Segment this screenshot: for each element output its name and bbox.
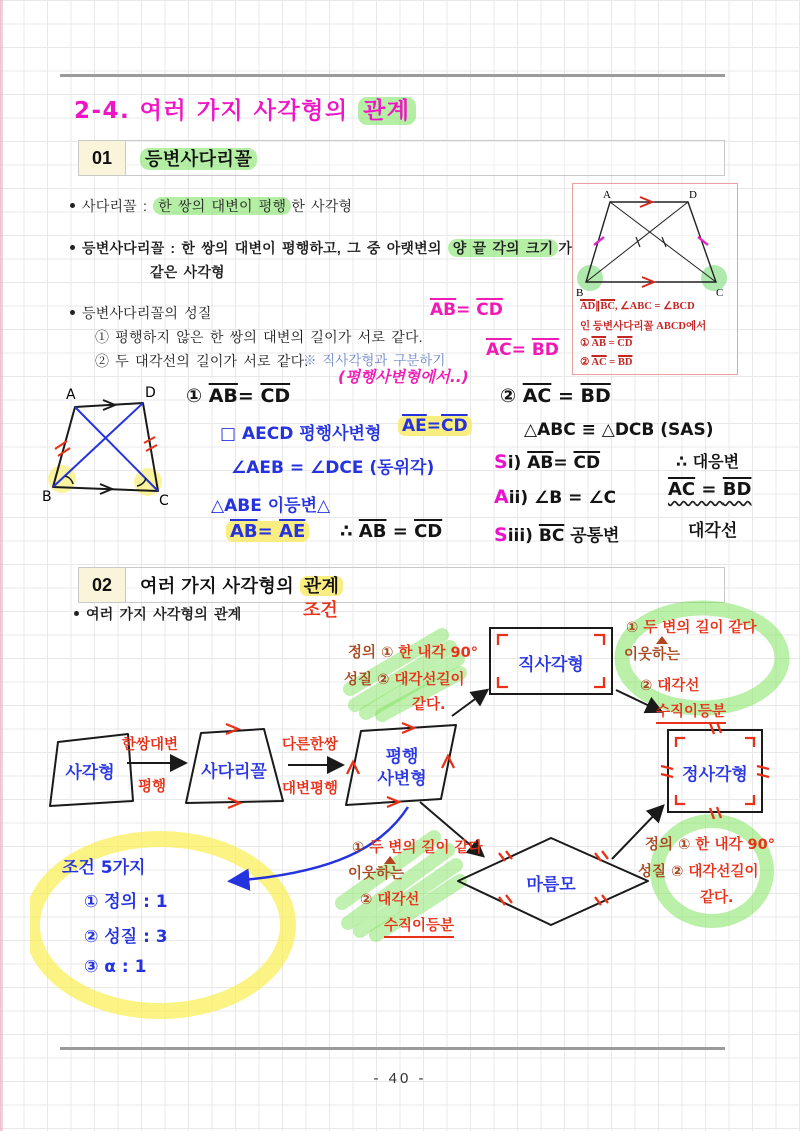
math-token: $\overline{CD}$ xyxy=(414,521,443,542)
proof-right-5 xyxy=(494,521,619,546)
math-token: ① xyxy=(580,338,592,349)
hw-ac-eq-bd xyxy=(486,340,559,360)
math-token: $\overline{AC}$ xyxy=(591,357,607,368)
proof-right-4-result xyxy=(668,479,751,500)
label-trapezoid: 사다리꼴 xyxy=(201,762,267,782)
math-token: ② xyxy=(500,385,523,407)
proof-left-4: △ABE 이등변△ xyxy=(211,496,331,516)
sas-letter: S xyxy=(494,451,508,473)
label-parallelogram-1: 평행 xyxy=(385,747,419,767)
proof-right-4 xyxy=(494,486,616,508)
math-token: $\overline{AB}$ xyxy=(527,453,554,473)
sas-letter: A xyxy=(494,486,509,508)
conditions-item-2: ② 성질 : 3 xyxy=(84,927,168,947)
bullet-isosceles-def-line2: 같은 사각형 xyxy=(150,264,225,280)
bullet-isosceles-def xyxy=(82,238,572,258)
section-01-title xyxy=(140,145,257,171)
math-token: = xyxy=(695,479,723,500)
vertex-label-b: B xyxy=(42,489,52,505)
proof-right-2: △ABC ≡ △DCB (SAS) xyxy=(524,420,714,440)
page-title-text: 2-4. 여러 가지 사각형의 xyxy=(74,98,349,124)
math-token: 공통변 xyxy=(564,526,620,546)
top-rule xyxy=(60,74,725,77)
note-num: ② xyxy=(360,892,373,908)
math-token: $\overline{BC}$ xyxy=(600,301,616,312)
section-01-number: 01 xyxy=(79,141,126,175)
text: 한 사각형 xyxy=(291,198,353,214)
math-token: ① xyxy=(186,385,209,407)
math-token: ∴ xyxy=(340,521,359,542)
bullet-relations: 여러 가지 사각형의 관계 xyxy=(86,606,242,622)
math-token: = xyxy=(386,521,415,542)
vertex-label-b: B xyxy=(576,287,584,299)
math-token: = xyxy=(606,338,618,349)
ring-top-line2 xyxy=(640,674,699,695)
note-text: 대각선 xyxy=(377,892,420,908)
ring-top-insert: 이웃하는 xyxy=(624,647,681,663)
math-token: $\overline{CD}$ xyxy=(260,385,291,407)
math-token: $\overline{CD}$ xyxy=(617,338,633,349)
isosceles-trapezoid-figure-box xyxy=(572,183,738,375)
proof-left-1 xyxy=(186,385,290,407)
note-num: ① xyxy=(352,840,365,856)
math-token: , ∠ABC = ∠BCD xyxy=(615,301,695,312)
vertex-label-c: C xyxy=(716,287,724,299)
math-token: BD xyxy=(722,479,752,500)
text-highlight: 한 쌍의 대변이 평행 xyxy=(153,197,291,215)
proof-left-5-highlight xyxy=(226,521,309,542)
math-token: $\overline{CD}$ xyxy=(476,300,503,320)
ring-top-line3: 수직이등분 xyxy=(656,700,726,724)
math-token: = xyxy=(456,300,477,320)
note-text: 대각선 xyxy=(657,678,700,694)
math-token: $\overline{AB}$ xyxy=(230,521,258,542)
note-num: ② xyxy=(640,678,653,694)
note-num: ① xyxy=(381,645,394,661)
ring-mid-line3: 수직이등분 xyxy=(384,914,454,938)
label-rhombus: 마름모 xyxy=(526,875,576,895)
vertex-label-d: D xyxy=(689,189,697,201)
math-token: $\overline{AB}$ xyxy=(358,521,387,542)
hw-ab-eq-cd xyxy=(430,300,503,320)
hw-paren-note: (평행사변형에서..) xyxy=(338,368,469,386)
trapezoid-figure xyxy=(574,186,734,300)
section-02-number: 02 xyxy=(79,568,126,602)
page-title-highlight: 관계 xyxy=(358,97,415,125)
bottom-rule xyxy=(60,1047,725,1050)
bullet-trapezoid-def xyxy=(82,196,352,216)
note-text: 대각선길이 xyxy=(394,672,465,688)
proof-right-3 xyxy=(494,451,600,473)
math-token: $\overline{AB}$ xyxy=(430,300,457,320)
proof-left-3: ∠AEB = ∠DCE (동위각) xyxy=(231,458,435,478)
text: 가 xyxy=(558,240,573,256)
conditions-item-3: ③ α : 1 xyxy=(84,957,147,977)
vertex-label-a: A xyxy=(603,189,611,201)
proof-left-2: □ AECD 평행사변형 xyxy=(220,424,382,444)
square-note-line3: 같다. xyxy=(700,890,734,906)
proof-right-1 xyxy=(500,385,611,407)
note-word: 정의 xyxy=(348,645,377,661)
math-token: $\overline{BD}$ xyxy=(531,340,559,360)
bullet-dot xyxy=(70,245,75,250)
note-text: 두 변의 길이 같다 xyxy=(643,620,757,636)
math-token: $\overline{AC}$ xyxy=(486,340,512,360)
math-token: = xyxy=(237,385,261,407)
label-square: 정사각형 xyxy=(682,765,748,785)
property-item-2: ② 두 대각선의 길이가 서로 같다. xyxy=(95,353,309,369)
note-word: 정의 xyxy=(645,837,674,853)
square-note-line1 xyxy=(645,833,775,854)
proof-right-3-note: ∴ 대응변 xyxy=(676,452,740,471)
section-01-header xyxy=(78,140,725,176)
rectangle-note-line1 xyxy=(348,641,478,662)
math-token: $\overline{AE}$ xyxy=(402,416,427,436)
figure-caption-1 xyxy=(580,300,695,312)
section-01-title-text: 등변사다리꼴 xyxy=(140,148,257,170)
math-token: $\overline{BD}$ xyxy=(617,357,633,368)
bullet-dot xyxy=(70,310,75,315)
vertex-label-c: C xyxy=(159,493,169,509)
arrow2-label-bottom: 대변평행 xyxy=(282,781,339,797)
label-rectangle: 직사각형 xyxy=(518,655,584,675)
rectangle-note-line2 xyxy=(344,668,464,689)
conditions-head: 조건 5가지 xyxy=(62,858,146,878)
text-highlight: 양 끝 각의 크기 xyxy=(448,239,559,257)
figure-caption-4 xyxy=(580,356,632,368)
math-token: = xyxy=(511,340,532,360)
proof-left-conclusion xyxy=(340,521,442,542)
math-token: ii) ∠B = ∠C xyxy=(508,488,617,508)
proof-trapezoid-figure xyxy=(42,383,172,513)
label-quadrilateral: 사각형 xyxy=(65,763,115,783)
note-text: 한 내각 90° xyxy=(398,645,478,661)
note-word: 성질 xyxy=(638,864,667,880)
proof-left-2-highlight xyxy=(398,416,472,436)
note-distinguish-rectangle: ※ 직사각형과 구분하기 xyxy=(303,353,446,368)
math-token: $\overline{AB}$ xyxy=(591,338,607,349)
math-token: iii) xyxy=(507,526,539,546)
ring-top-line1 xyxy=(626,616,757,637)
hw-condition-label: 조건 xyxy=(303,600,338,621)
arrow2-label-top: 다른한쌍 xyxy=(282,737,339,753)
note-text: 대각선길이 xyxy=(688,864,759,880)
arrow1-label-bottom: 평행 xyxy=(138,779,167,795)
square-note-line2 xyxy=(638,860,758,881)
math-token: = xyxy=(426,416,442,436)
conditions-item-1: ① 정의 : 1 xyxy=(84,892,168,912)
section-02-title-highlight: 관계 xyxy=(300,576,344,596)
math-token: = xyxy=(551,385,581,407)
math-token: i) xyxy=(507,453,528,473)
rectangle-note-line3: 같다. xyxy=(412,697,446,713)
note-num: ① xyxy=(678,837,691,853)
math-token: = xyxy=(606,357,618,368)
math-token: AC xyxy=(668,479,696,500)
math-token: $\overline{CD}$ xyxy=(573,453,601,473)
math-token: $\overline{AB}$ xyxy=(208,385,238,407)
ring-mid-line2 xyxy=(360,888,419,909)
math-token: $\overline{AC}$ xyxy=(522,385,552,407)
note-text: 두 변의 길이 같다 xyxy=(369,840,483,856)
vertex-label-a: A xyxy=(66,387,76,403)
note-num: ② xyxy=(671,864,684,880)
ring-mid-line1 xyxy=(352,836,483,857)
figure-caption-3 xyxy=(580,337,632,349)
page-title xyxy=(74,92,416,125)
label-parallelogram-2: 사변형 xyxy=(377,769,427,789)
sas-letter: S xyxy=(494,524,508,546)
text: 등변사다리꼴 : 한 쌍의 대변이 평행하고, 그 중 아랫변의 xyxy=(82,240,448,256)
ring-mid-insert: 이웃하는 xyxy=(348,866,405,882)
margin-line xyxy=(0,0,3,1131)
math-token: = xyxy=(257,521,280,542)
note-num: ② xyxy=(377,672,390,688)
math-token: ∥ xyxy=(595,301,601,312)
property-item-1: ① 평행하지 않은 한 쌍의 대변의 길이가 서로 같다. xyxy=(95,329,423,345)
math-token: $\overline{AE}$ xyxy=(279,521,306,542)
vertex-label-d: D xyxy=(145,385,156,401)
note-num: ① xyxy=(626,620,639,636)
page-number: - 40 - xyxy=(373,1070,427,1087)
math-token: $\overline{AD}$ xyxy=(580,301,596,312)
math-token: $\overline{CD}$ xyxy=(441,416,468,436)
text: 사다리꼴 : xyxy=(82,198,154,214)
bullet-dot xyxy=(70,203,75,208)
figure-caption-2: 인 등변사다리꼴 ABCD에서 xyxy=(580,321,707,332)
math-token: $\overline{BC}$ xyxy=(538,526,565,546)
math-token: = xyxy=(553,453,574,473)
section-02-title-text: 여러 가지 사각형의 xyxy=(140,576,295,596)
note-text: 한 내각 90° xyxy=(695,837,775,853)
note-word: 성질 xyxy=(344,672,373,688)
proof-right-5-note: 대각선 xyxy=(688,521,738,541)
arrow1-label-top: 한쌍대변 xyxy=(122,737,179,753)
bullet-properties-head: 등변사다리꼴의 성질 xyxy=(82,305,212,321)
math-token: $\overline{BD}$ xyxy=(580,385,611,407)
math-token: ② xyxy=(580,357,592,368)
